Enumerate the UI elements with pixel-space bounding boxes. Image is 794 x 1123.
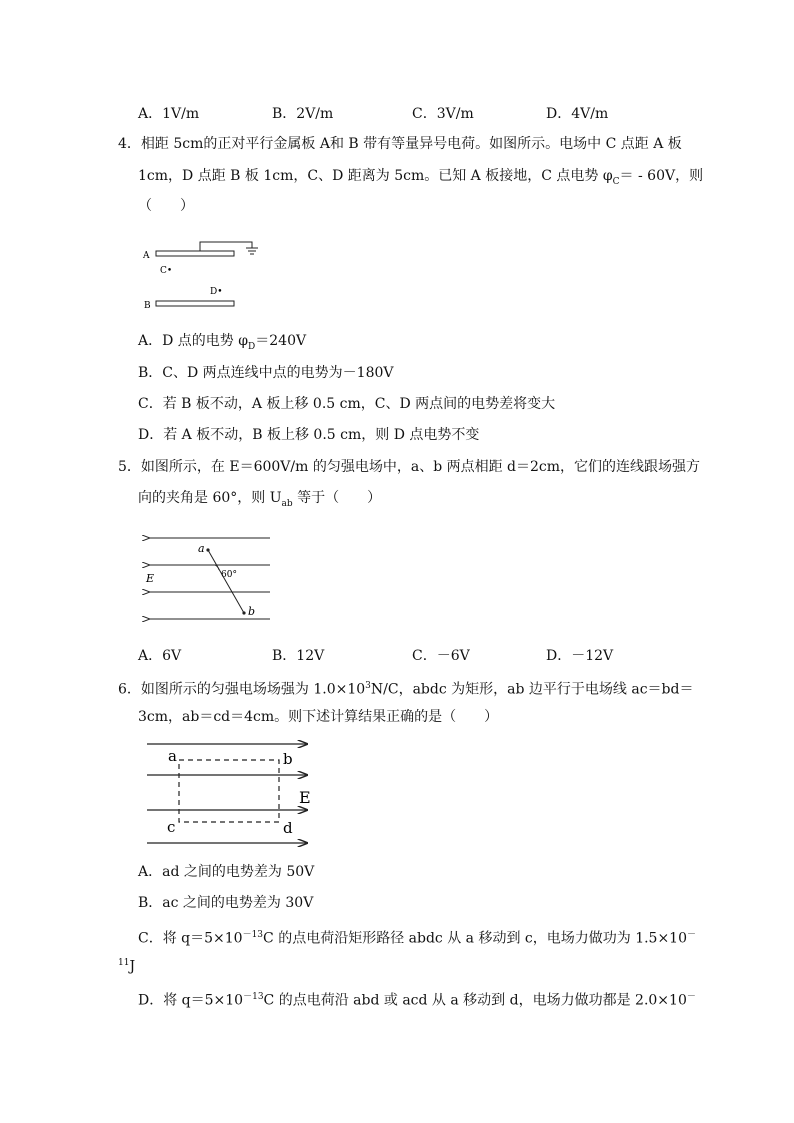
q4-stem-line1: 4．相距 5cm的正对平行金属板 A和 B 带有等量异号电荷。如图所示。电场中 C 点距 A 板: [118, 136, 682, 152]
q6-stem-line2: 3cm，ab＝cd＝4cm。则下述计算结果正确的是（ ）: [138, 709, 499, 725]
field-e-label: E: [299, 788, 311, 807]
point-d-label: D•: [210, 287, 223, 297]
q5-option-d: D．－12V: [546, 648, 614, 664]
q5-figure-field: [143, 530, 273, 625]
q5-option-b: B．12V: [272, 648, 325, 664]
point-b-label: b: [248, 605, 256, 618]
q6-option-a: A．ad 之间的电势差为 50V: [138, 864, 315, 880]
q3-option-b: B．2V/m: [272, 106, 334, 122]
q5-stem-line2: 向的夹角是 60°，则 $U_{ab}$ 等于（ ）: [138, 490, 382, 509]
point-a: [206, 548, 209, 551]
q6-option-c: C．将 $q=5\times 10^{-13}C$ 的点电荷沿矩形路径 abdc 从 a 移动到 c，电场力做功为 1.5×10－: [138, 930, 697, 947]
point-c-label: C•: [160, 266, 173, 276]
q4-option-d: D．若 A 板不动，B 板上移 0.5 cm，则 D 点电势不变: [138, 427, 480, 443]
ground-wire: [200, 242, 252, 251]
point-a-label: a: [198, 542, 205, 555]
q5-stem-line1: 5．如图所示，在 E＝600V/m 的匀强电场中，a、b 两点相距 d＝2cm，它们的连线跟场强方: [118, 459, 701, 475]
q6-option-b: B．ac 之间的电势差为 30V: [138, 895, 314, 911]
angle-label: 60°: [221, 570, 237, 580]
corner-c-label: c: [167, 818, 176, 836]
q6-stem-line1: 6．如图所示的匀强电场场强为 $1.0\times 10^3N/C$，abdc 为矩形，ab 边平行于电场线 ac＝bd＝: [118, 681, 694, 698]
rectangle-abdc: [179, 760, 279, 822]
corner-d-label: d: [283, 819, 293, 837]
q5-option-a: A．6V: [138, 648, 182, 664]
q6-option-d: D．将 $q=5\times 10^{-13}C$ 的点电荷沿 abd 或 acd 从 a 移动到 d，电场力做功都是 2.0×10－: [138, 992, 696, 1009]
point-b: [242, 611, 245, 614]
plate-a: [156, 251, 234, 256]
q3-option-c: C．3V/m: [412, 106, 474, 122]
segment-ab: [208, 550, 244, 613]
plate-b-label: B: [144, 301, 151, 311]
plate-a-label: A: [143, 251, 150, 261]
corner-a-label: a: [168, 747, 177, 765]
plate-b: [156, 301, 234, 306]
q3-option-a: A．1V/m: [138, 106, 200, 122]
q6-figure-rectangle: [143, 737, 323, 852]
field-e-label: E: [146, 572, 155, 585]
q3-option-d: D．4V/m: [546, 106, 609, 122]
corner-b-label: b: [283, 750, 293, 768]
q4-figure-plates: [140, 236, 270, 316]
q4-stem-line3: （ ）: [138, 198, 194, 214]
q6-option-c-continued: $^{11}$J: [118, 958, 136, 975]
q5-option-c: C．－6V: [412, 648, 470, 664]
q4-stem-line2: 1cm，D 点距 B 板 1cm，C、D 距离为 5cm。已知 A 板接地，C 点电势 $\varphi_C= - 60V$，则: [138, 168, 704, 187]
q4-option-b: B．C、D 两点连线中点的电势为－180V: [138, 365, 394, 381]
q4-option-c: C．若 B 板不动，A 板上移 0.5 cm，C、D 两点间的电势差将变大: [138, 396, 556, 412]
q4-option-a: A．D 点的电势 $\varphi_D=240V$: [138, 333, 307, 352]
